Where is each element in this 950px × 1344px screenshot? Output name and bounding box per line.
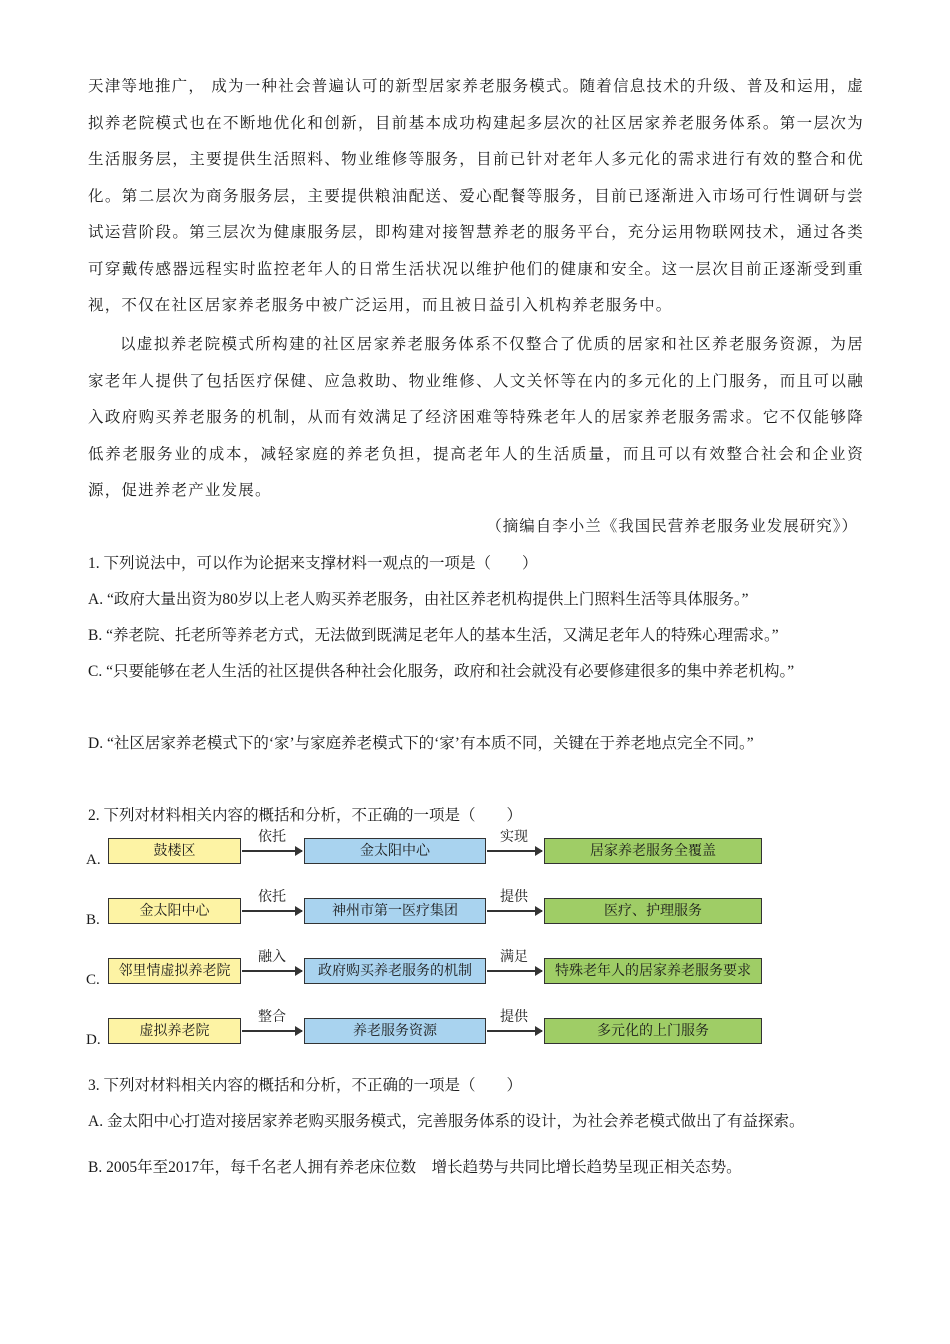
question-1-option-a: A. “政府大量出资为80岁以上老人购买养老服务，由社区养老机构提供上门照料生活等具体服务。” (88, 591, 749, 608)
option-a-flow (86, 828, 786, 876)
arrow-label: 满足 (500, 948, 528, 964)
arrow-label: 融入 (258, 948, 286, 964)
flow-box-end: 居家养老服务全覆盖 (544, 838, 762, 864)
option-c-flow (86, 948, 786, 996)
arrow-right-icon (487, 1030, 542, 1032)
flow-box-middle: 金太阳中心 (304, 838, 486, 864)
arrow-label: 依托 (258, 888, 286, 904)
question-3-option-a: A. 金太阳中心打造对接居家养老购买服务模式，完善服务体系的设计，为社会养老模式做出了有益探索。 (88, 1113, 805, 1130)
arrow-label: 提供 (500, 1008, 528, 1024)
arrow-right-icon (487, 910, 542, 912)
arrow-right-icon (242, 1030, 302, 1032)
arrow-label: 提供 (500, 888, 528, 904)
option-c-letter: C. (86, 972, 100, 988)
flow-box-start: 鼓楼区 (108, 838, 241, 864)
passage-source: （摘编自李小兰《我国民营养老服务业发展研究》） (486, 517, 858, 535)
flow-box-middle: 政府购买养老服务的机制 (304, 958, 486, 984)
flow-box-start: 虚拟养老院 (108, 1018, 241, 1044)
question-3-stem: 3. 下列对材料相关内容的概括和分析，不正确的一项是（ ） (88, 1077, 523, 1094)
flow-box-end: 多元化的上门服务 (544, 1018, 762, 1044)
passage-paragraph-1: 天津等地推广， 成为一种社会普遍认可的新型居家养老服务模式。随着信息技术的升级、普及和运用，虚拟养老院模式也在不断地优化和创新，目前基本成功构建起多层次的社区居家养老服务体系。第一层次为生活服务层，主要提供生活照料、物业维修等服务，目前已针对老年人多元化的需求进行有效的整合和优化。第二层次为商务服务层，主要提供粮油配送、爱心配餐等服务，目前已逐渐进入市场可行性调研与尝试运营阶段。第三层次为健康服务层，即构建对接智慧养老的服务平台，充分运用物联网技术，通过各类可穿戴传感器远程实时监控老年人的日常生活状况以维护他们的健康和安全。这一层次目前正逐渐受到重视，不仅在社区居家养老服务中被广泛运用，而且被日益引入机构养老服务中。 (88, 77, 864, 314)
flow-box-middle: 养老服务资源 (304, 1018, 486, 1044)
arrow-right-icon (242, 910, 302, 912)
arrow-label: 实现 (500, 828, 528, 844)
question-1-option-b: B. “养老院、托老所等养老方式，无法做到既满足老年人的基本生活，又满足老年人的特殊心理需求。” (88, 627, 779, 644)
flow-box-end: 医疗、护理服务 (544, 898, 762, 924)
arrow-label: 整合 (258, 1008, 286, 1024)
question-1-option-c: C. “只要能够在老人生活的社区提供各种社会化服务，政府和社会就没有必要修建很多的集中养老机构。” (88, 663, 795, 680)
question-3-option-b: B. 2005年至2017年，每千名老人拥有养老床位数 增长趋势与共同比增长趋势呈现正相关态势。 (88, 1159, 742, 1176)
option-d-flow (86, 1008, 786, 1056)
option-d-letter: D. (86, 1032, 101, 1048)
question-2-diagram (86, 830, 786, 1060)
flow-box-end: 特殊老年人的居家养老服务要求 (544, 958, 762, 984)
question-1-option-d: D. “社区居家养老模式下的‘家’与家庭养老模式下的‘家’有本质不同，关键在于养老地点完全不同。” (88, 735, 754, 752)
arrow-right-icon (487, 850, 542, 852)
arrow-right-icon (242, 970, 302, 972)
flow-box-start: 邻里情虚拟养老院 (108, 958, 241, 984)
flow-box-middle: 神州市第一医疗集团 (304, 898, 486, 924)
option-a-letter: A. (86, 852, 101, 868)
option-b-flow (86, 888, 786, 936)
flow-box-start: 金太阳中心 (108, 898, 241, 924)
option-b-letter: B. (86, 912, 100, 928)
arrow-right-icon (242, 850, 302, 852)
question-1-stem: 1. 下列说法中，可以作为论据来支撑材料一观点的一项是（ ） (88, 555, 538, 572)
passage-paragraph-2: 以虚拟养老院模式所构建的社区居家养老服务体系不仅整合了优质的居家和社区养老服务资源，为居家老年人提供了包括医疗保健、应急救助、物业维修、人文关怀等在内的多元化的上门服务，而且可以融入政府购买养老服务的机制，从而有效满足了经济困难等特殊老年人的居家养老服务需求。它不仅能够降低养老服务业的成本，减轻家庭的养老负担，提高老年人的生活质量，而且可以有效整合社会和企业资源，促进养老产业发展。 (88, 335, 864, 499)
arrow-label: 依托 (258, 828, 286, 844)
question-2-stem: 2. 下列对材料相关内容的概括和分析，不正确的一项是（ ） (88, 807, 523, 824)
arrow-right-icon (487, 970, 542, 972)
